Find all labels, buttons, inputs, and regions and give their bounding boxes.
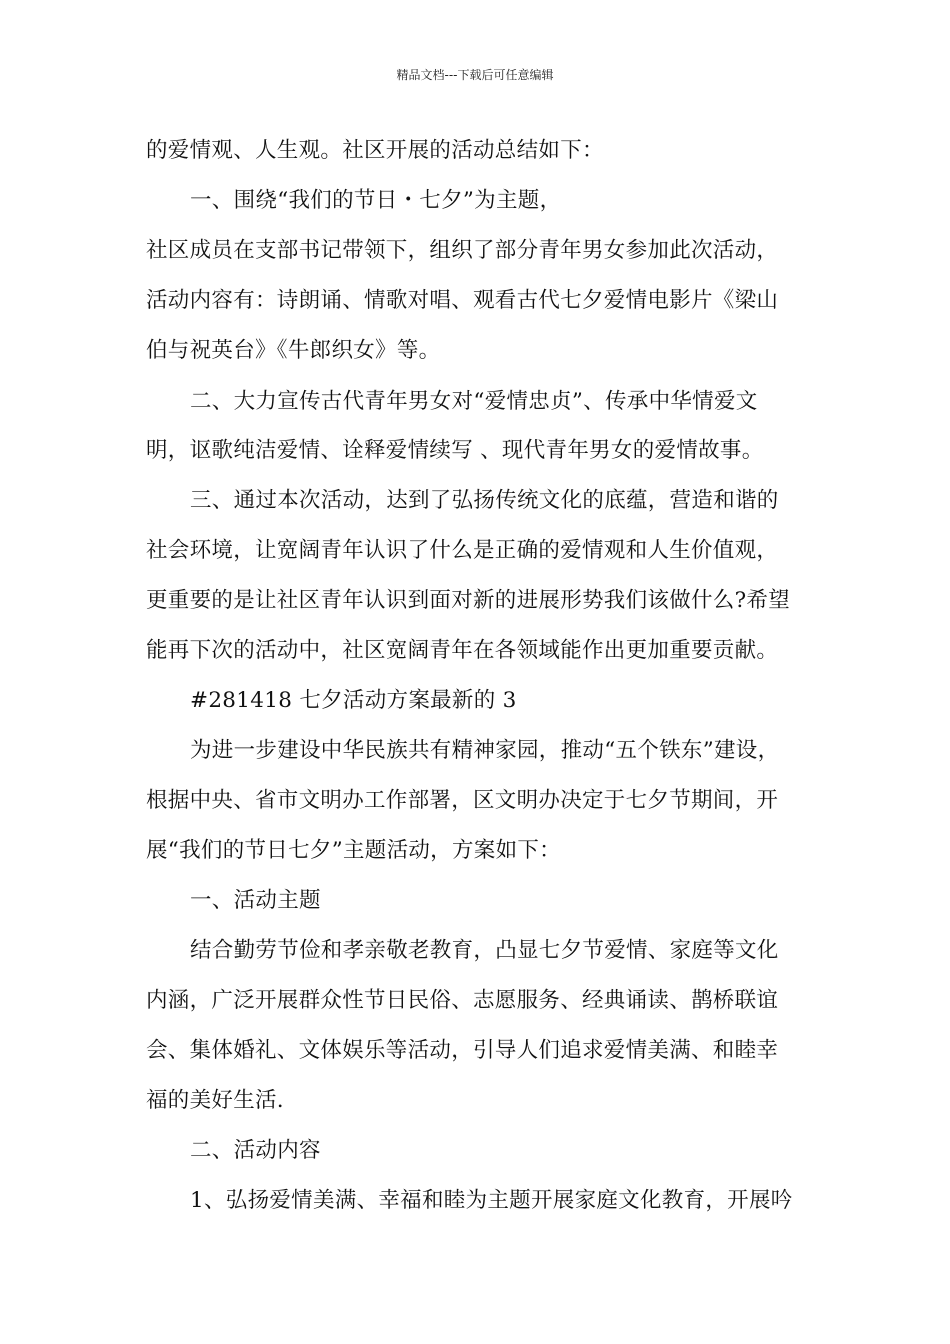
text-line: 伯与祝英台》《牛郎织女》等。 <box>146 338 441 363</box>
section-heading: 一、围绕“我们的节日・七夕”为主题， <box>190 188 562 213</box>
document-heading: #281418 七夕活动方案最新的 3 <box>190 688 517 713</box>
text-line: 福的美好生活. <box>146 1088 284 1113</box>
text-line: 会、集体婚礼、文体娱乐等活动，引导人们追求爱情美满、和睦幸 <box>146 1038 779 1063</box>
text-line: 社区成员在支部书记带领下，组织了部分青年男女参加此次活动， <box>146 238 779 263</box>
page-header: 精品文档---下载后可任意编辑 <box>396 68 554 82</box>
text-line: 的爱情观、人生观。社区开展的活动总结如下： <box>146 138 604 163</box>
text-line: 二、大力宣传古代青年男女对“爱情忠贞”、传承中华情爱文 <box>190 389 758 414</box>
text-line: 为进一步建设中华民族共有精神家园，推动“五个铁东”建设， <box>190 738 780 763</box>
text-line: 1、弘扬爱情美满、幸福和睦为主题开展家庭文化教育，开展吟 <box>190 1188 793 1213</box>
text-line: 展“我们的节日七夕”主题活动，方案如下： <box>146 838 561 863</box>
text-line: 社会环境，让宽阔青年认识了什么是正确的爱情观和人生价值观， <box>146 538 779 563</box>
text-line: 明，讴歌纯洁爱情、诠释爱情续写 、现代青年男女的爱情故事。 <box>146 438 764 463</box>
text-line: 根据中央、省市文明办工作部署，区文明办决定于七夕节期间，开 <box>146 788 779 813</box>
section-heading: 一、活动主题 <box>190 888 321 913</box>
section-heading: 二、活动内容 <box>190 1138 321 1163</box>
text-line: 更重要的是让社区青年认识到面对新的进展形势我们该做什么?希望 <box>146 588 791 613</box>
text-line: 结合勤劳节俭和孝亲敬老教育，凸显七夕节爱情、家庭等文化 <box>190 938 779 963</box>
text-line: 活动内容有：诗朗诵、情歌对唱、观看古代七夕爱情电影片《梁山 <box>146 288 779 313</box>
text-line: 三、通过本次活动，达到了弘扬传统文化的底蕴，营造和谐的 <box>190 488 779 513</box>
text-line: 内涵，广泛开展群众性节日民俗、志愿服务、经典诵读、鹊桥联谊 <box>146 988 779 1013</box>
text-line: 能再下次的活动中，社区宽阔青年在各领域能作出更加重要贡献。 <box>146 638 779 663</box>
